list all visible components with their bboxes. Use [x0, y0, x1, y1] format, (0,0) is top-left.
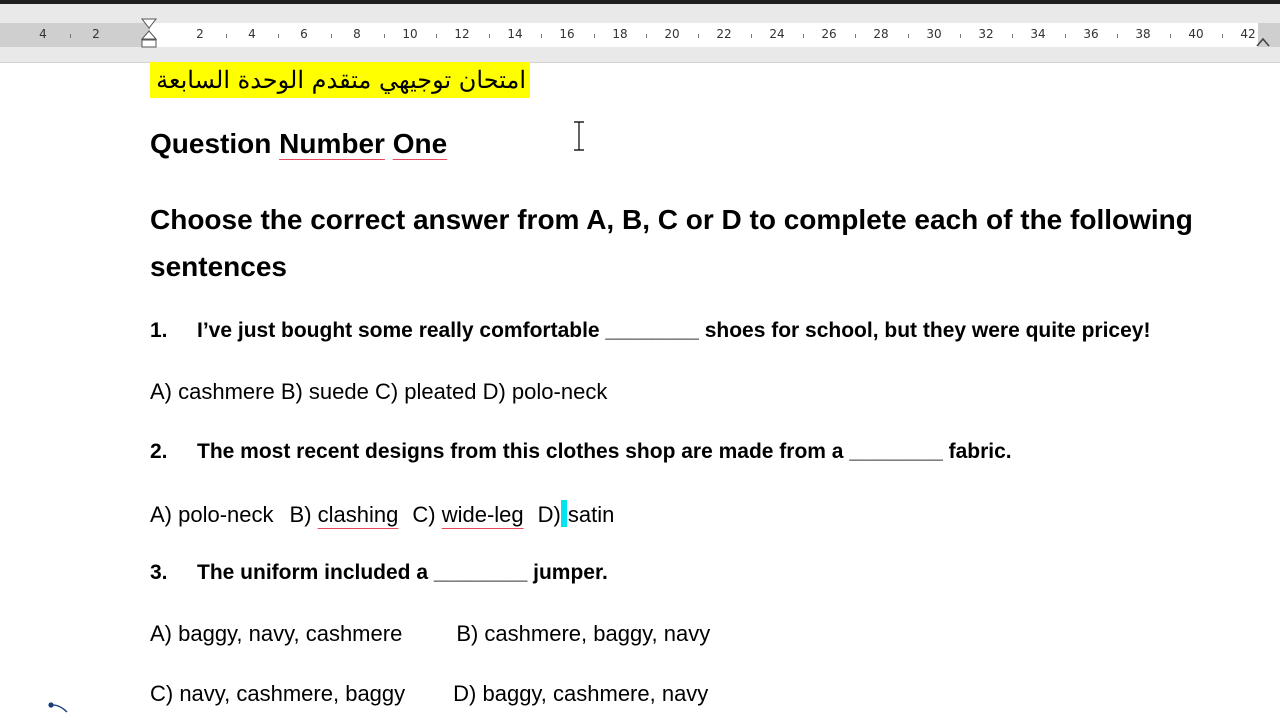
ruler-tick-label: 36 — [1083, 27, 1099, 41]
question-heading — [150, 128, 447, 160]
ruler-tick-label: 4 — [39, 27, 47, 41]
ruler-minor-tick — [278, 34, 279, 38]
answer-d: D) baggy, cashmere, navy — [453, 681, 709, 706]
ruler-tick-label: 34 — [1030, 27, 1046, 41]
ruler-tick-label: 40 — [1188, 27, 1204, 41]
answer-c: C) navy, cashmere, baggy — [150, 681, 406, 706]
ruler-minor-tick — [331, 34, 332, 38]
heading-word-one: One — [392, 128, 448, 159]
ruler-minor-tick — [960, 34, 961, 38]
ruler-minor-tick — [698, 34, 699, 38]
ruler-tick-label: 8 — [353, 27, 361, 41]
ruler-minor-tick — [384, 34, 385, 38]
answer-b-prefix: B) — [289, 502, 312, 527]
ruler-tick-label: 20 — [664, 27, 680, 41]
question-number: 3. — [150, 561, 168, 584]
ruler-tick-label: 4 — [248, 27, 256, 41]
ruler-minor-tick — [1065, 34, 1066, 38]
ruler-tick-label: 14 — [507, 27, 523, 41]
question-text: I’ve just bought some really comfortable ________ shoes for school, but they were quite pricey! — [197, 319, 1151, 342]
ruler-minor-tick — [226, 34, 227, 38]
ruler-minor-tick — [751, 34, 752, 38]
arabic-title: امتحان توجيهي متقدم الوحدة السابعة — [150, 62, 530, 98]
hourglass-indent-icon[interactable] — [141, 18, 157, 48]
text-caret — [561, 500, 567, 527]
ruler-tick-label: 24 — [769, 27, 785, 41]
ruler-minor-tick — [541, 34, 542, 38]
ruler-minor-tick — [803, 34, 804, 38]
question-1 — [150, 319, 1150, 343]
question-text: The uniform included a ________ jumper. — [197, 561, 608, 584]
ibeam-cursor-icon — [572, 121, 586, 151]
ruler-tick-label: 12 — [454, 27, 470, 41]
ruler-minor-tick — [70, 34, 71, 38]
ruler-minor-tick — [1170, 34, 1171, 38]
ruler-left-margin — [0, 23, 150, 47]
ruler-tick-label: 22 — [716, 27, 732, 41]
answer-b: B) cashmere, baggy, navy — [456, 621, 711, 646]
ruler-tick-label: 18 — [612, 27, 628, 41]
question-3 — [150, 561, 608, 585]
ruler-tick-label: 26 — [821, 27, 837, 41]
ruler-tick-label: 30 — [926, 27, 942, 41]
answers-3-row2 — [150, 681, 708, 707]
answer-a: A) polo-neck — [150, 502, 274, 527]
ruler-minor-tick — [1222, 34, 1223, 38]
ruler-tick-label: 10 — [402, 27, 418, 41]
ruler-minor-tick — [1012, 34, 1013, 38]
ruler-minor-tick — [646, 34, 647, 38]
question-number: 2. — [150, 440, 168, 463]
question-number: 1. — [150, 319, 168, 342]
pen-mark-icon — [46, 700, 68, 714]
ruler-tick-label: 42 — [1240, 27, 1256, 41]
answer-c-word: wide-leg — [441, 502, 524, 527]
answer-d-prefix: D) — [537, 502, 561, 527]
answers-2 — [150, 500, 614, 528]
heading-word-question: Question — [150, 128, 272, 159]
answer-a: A) baggy, navy, cashmere — [150, 621, 403, 646]
instruction-heading: Choose the correct answer from A, B, C or D to complete each of the following sentences — [150, 204, 1193, 282]
ruler-minor-tick — [908, 34, 909, 38]
ruler-tick-label: 6 — [300, 27, 308, 41]
ruler-minor-tick — [436, 34, 437, 38]
ruler-tick-label: 38 — [1135, 27, 1151, 41]
answers-1: A) cashmere B) suede C) pleated D) polo-neck — [150, 379, 608, 404]
ruler-tick-label: 16 — [559, 27, 575, 41]
ruler-minor-tick — [855, 34, 856, 38]
ruler-tick-label: 2 — [92, 27, 100, 41]
ruler-minor-tick — [594, 34, 595, 38]
ruler-tick-label: 2 — [196, 27, 204, 41]
ruler-tick-label: 28 — [873, 27, 889, 41]
chevron-up-icon[interactable] — [1255, 35, 1271, 49]
answer-d-word: satin — [567, 502, 615, 527]
horizontal-ruler[interactable] — [0, 4, 1280, 63]
ruler-minor-tick — [1117, 34, 1118, 38]
answer-b-word: clashing — [317, 502, 399, 527]
ruler-tick-label: 32 — [978, 27, 994, 41]
answers-3-row1 — [150, 621, 710, 647]
question-text: The most recent designs from this clothes shop are made from a ________ fabric. — [197, 440, 1012, 463]
answer-c-prefix: C) — [412, 502, 436, 527]
heading-word-number: Number — [279, 128, 385, 159]
question-2 — [150, 440, 1012, 464]
ruler-minor-tick — [489, 34, 490, 38]
